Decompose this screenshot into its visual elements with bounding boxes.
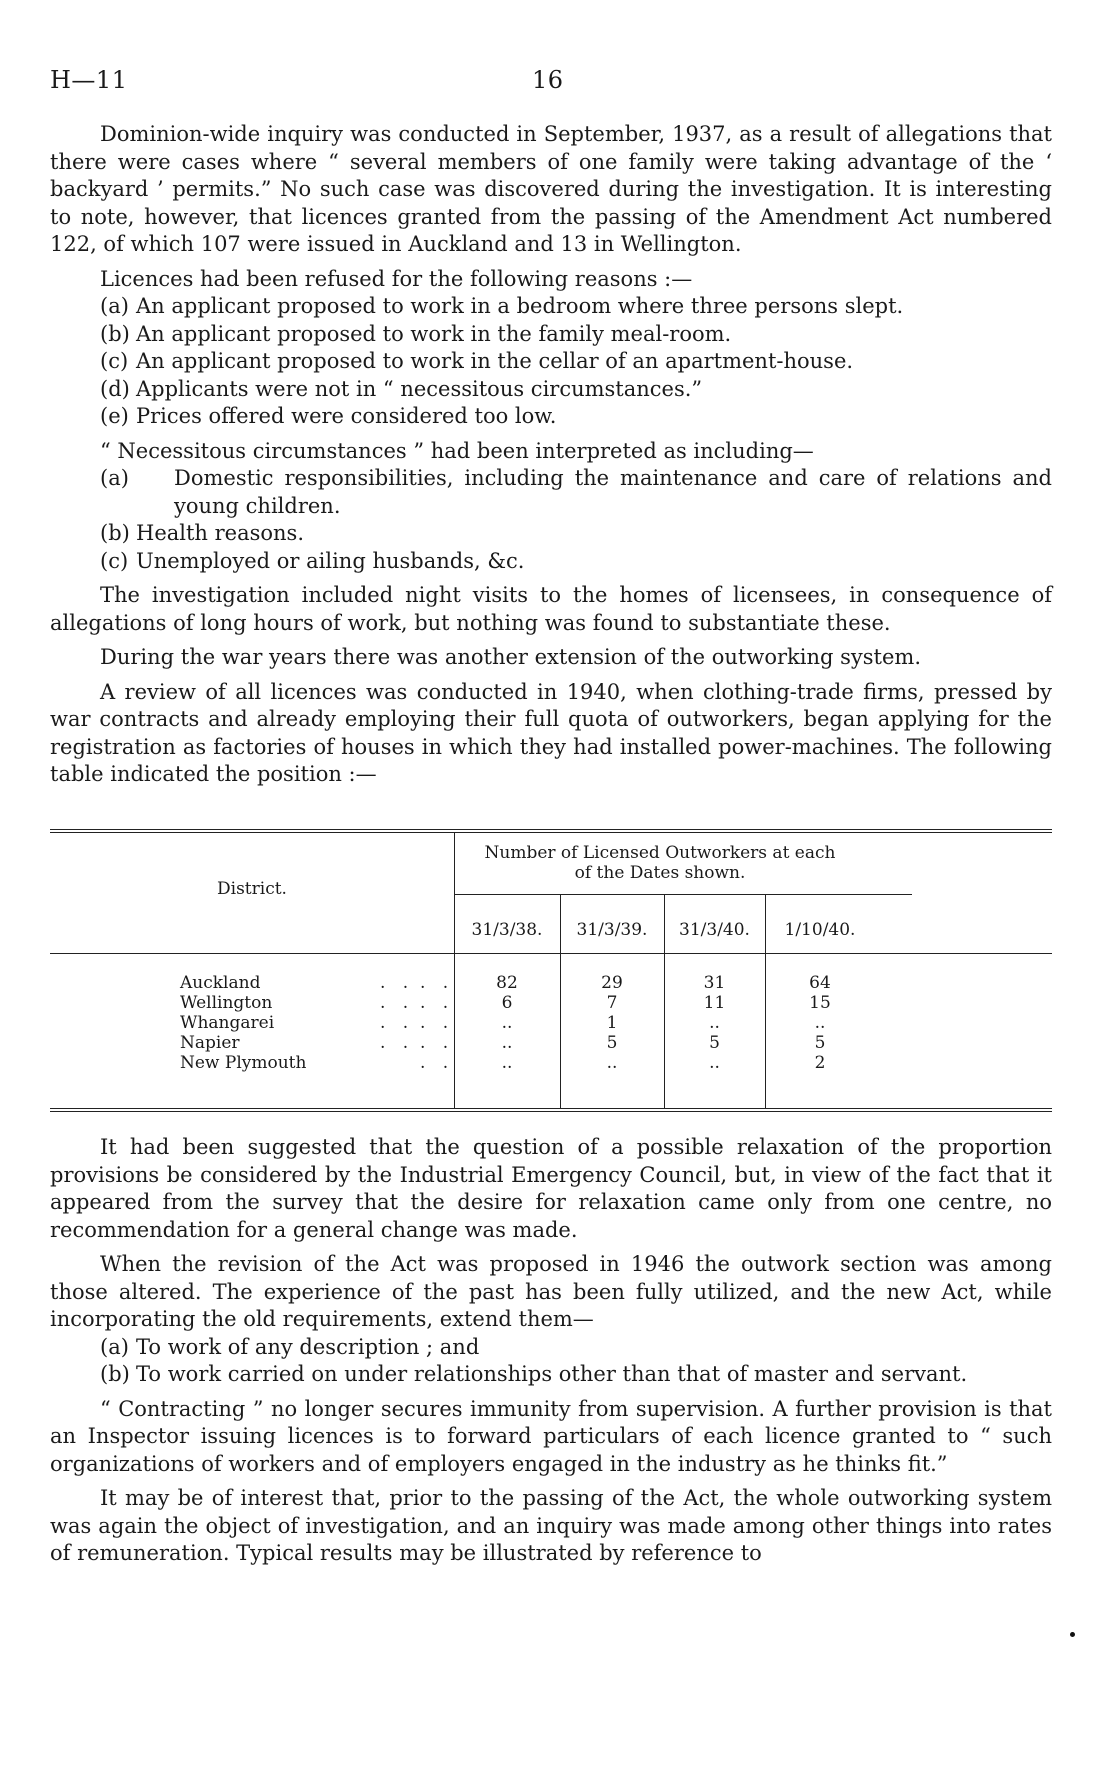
leader-dots: . . — [420, 1033, 455, 1053]
leader-dots: . . — [380, 1033, 415, 1053]
item-label: (c) — [100, 548, 129, 573]
table-rule — [454, 894, 912, 895]
value-cell: 15 — [809, 993, 831, 1013]
date-header: 31/3/39. — [576, 920, 648, 940]
district-cell: New Plymouth — [180, 1053, 307, 1073]
value-cell: 5 — [606, 1033, 618, 1053]
district-cell: Napier — [180, 1033, 240, 1053]
value-cell: .. — [501, 1013, 513, 1033]
value-cell: 5 — [814, 1033, 826, 1053]
list-item — [50, 376, 1052, 404]
report-code: H—11 — [50, 66, 128, 94]
leader-dots: . . — [420, 973, 455, 993]
paragraph: It had been suggested that the question of a possible relaxation of the proportion provisions be considered by the Industrial Emergency Council, but, in view of the fact that it appeared from the survey that the desire for relaxation came only from one centre, no recommendation for a general change was made. — [50, 1135, 1052, 1242]
item-label: (a) — [100, 1334, 129, 1359]
page-number: 16 — [532, 66, 564, 94]
paragraph: During the war years there was another extension of the outworking system. — [100, 645, 921, 669]
ink-dot — [1070, 1632, 1075, 1637]
item-text: To work of any description ; and — [136, 1334, 480, 1359]
district-cell: Auckland — [180, 973, 261, 993]
paragraph: The investigation included night visits to the homes of licensees, in consequence of allegations of long hours of work, but nothing was found to substantiate these. — [50, 583, 1052, 635]
paragraph: Licences had been refused for the following reasons :— — [100, 266, 693, 291]
item-text: Domestic responsibilities, including the maintenance and care of relations and young children. — [174, 466, 1052, 518]
leader-dots: . . — [420, 993, 455, 1013]
leader-dots: . . — [420, 1013, 455, 1033]
value-cell: 11 — [703, 993, 726, 1013]
list-item — [50, 1334, 1052, 1362]
text-block-bottom — [50, 1134, 1052, 1568]
date-header: 31/3/40. — [679, 920, 750, 940]
table-rule — [50, 829, 1052, 830]
district-header: District. — [217, 879, 287, 899]
list-item — [50, 348, 1052, 376]
item-text: Prices offered were considered too low. — [136, 404, 557, 428]
item-label: (b) — [100, 1362, 130, 1386]
value-cell: 6 — [501, 993, 513, 1013]
paragraph: “ Contracting ” no longer secures immunity from supervision. A further provision is that an Inspector issuing licences is to forward particulars of each licence granted to “ such organizations of workers and of employers engaged in the industry as he thinks fit.” — [50, 1396, 1052, 1476]
leader-dots: . . — [380, 993, 415, 1013]
item-text: Unemployed or ailing husbands, &c. — [136, 548, 525, 573]
paragraph: “ Necessitous circumstances ” had been interpreted as including— — [100, 438, 814, 463]
list-item — [50, 293, 1052, 321]
value-cell: .. — [814, 1013, 826, 1033]
text-block-top — [50, 121, 1052, 789]
paragraph: Dominion-wide inquiry was conducted in September, 1937, as a result of allegations that there were cases where “ several members of one family were taking advantage of the ‘ backyard ’ permits.” No such case was discovered during the investigation. It is interesting to note, however, that licences granted from the passing of the Amendment Act numbered 122, of which 107 were issued in Auckland and 13 in Wellington. — [50, 122, 1052, 256]
paragraph: It may be of interest that, prior to the passing of the Act, the whole outworking system was again the object of investigation, and an inquiry was made among other things into rates of remuneration. Typical results may be illustrated by reference to — [50, 1486, 1052, 1565]
value-cell: 31 — [703, 973, 726, 993]
value-cell: .. — [606, 1053, 618, 1073]
value-cell: 2 — [814, 1053, 826, 1073]
leader-dots: . . — [380, 1013, 415, 1033]
value-cell: .. — [709, 1053, 720, 1073]
outworkers-table — [50, 829, 1052, 1111]
item-text: An applicant proposed to work in the family meal-room. — [136, 321, 732, 346]
district-cell: Whangarei — [180, 1013, 275, 1033]
table-rule — [50, 953, 1052, 954]
item-label: (b) — [100, 321, 130, 346]
value-cell: 1 — [606, 1013, 618, 1033]
list-item — [50, 520, 1052, 548]
item-text: An applicant proposed to work in the cellar of an apartment-house. — [136, 349, 854, 373]
leader-dots: . . — [420, 1053, 455, 1073]
running-head — [50, 66, 1064, 98]
value-cell: 29 — [601, 973, 623, 993]
item-text: Applicants were not in “ necessitous circumstances.” — [136, 376, 703, 401]
list-item — [50, 1361, 1052, 1389]
list-item — [50, 403, 1052, 431]
value-cell: .. — [709, 1013, 720, 1033]
group-header: Number of Licensed Outworkers at each of the Dates shown. — [484, 843, 836, 883]
paragraph: When the revision of the Act was proposed in 1946 the outwork section was among those altered. The experience of the past has been fully utilized, and the new Act, while incorporating the old requirements, extend them— — [50, 1252, 1052, 1331]
date-header: 31/3/38. — [471, 920, 543, 940]
table-rule — [50, 1108, 1052, 1109]
item-label: (a) — [100, 466, 129, 490]
item-label: (b) — [100, 521, 130, 545]
list-item — [50, 548, 1052, 576]
table-rule — [50, 1111, 1052, 1112]
paragraph: A review of all licences was conducted in 1940, when clothing-trade firms, pressed by war contracts and already employing their full quota of outworkers, began applying for the registration as factories of houses in which they had installed power-machines. The following table indicated the position :— — [50, 679, 1052, 786]
date-header: 1/10/40. — [784, 920, 856, 940]
item-label: (d) — [100, 376, 130, 401]
value-cell: 5 — [709, 1033, 720, 1053]
item-label: (a) — [100, 294, 129, 318]
district-cell: Wellington — [180, 993, 273, 1013]
item-text: An applicant proposed to work in a bedroom where three persons slept. — [136, 294, 904, 318]
table-rule — [50, 832, 1052, 833]
list-item — [50, 321, 1052, 349]
item-label: (c) — [100, 349, 129, 373]
value-cell: 82 — [496, 973, 518, 993]
value-cell: .. — [501, 1033, 513, 1053]
value-cell: 7 — [606, 993, 618, 1013]
list-item — [50, 465, 1052, 520]
item-text: To work carried on under relationships other than that of master and servant. — [136, 1362, 968, 1386]
item-label: (e) — [100, 404, 129, 428]
item-text: Health reasons. — [136, 521, 304, 545]
value-cell: 64 — [809, 973, 831, 993]
value-cell: .. — [501, 1053, 513, 1073]
leader-dots: . . — [380, 973, 415, 993]
